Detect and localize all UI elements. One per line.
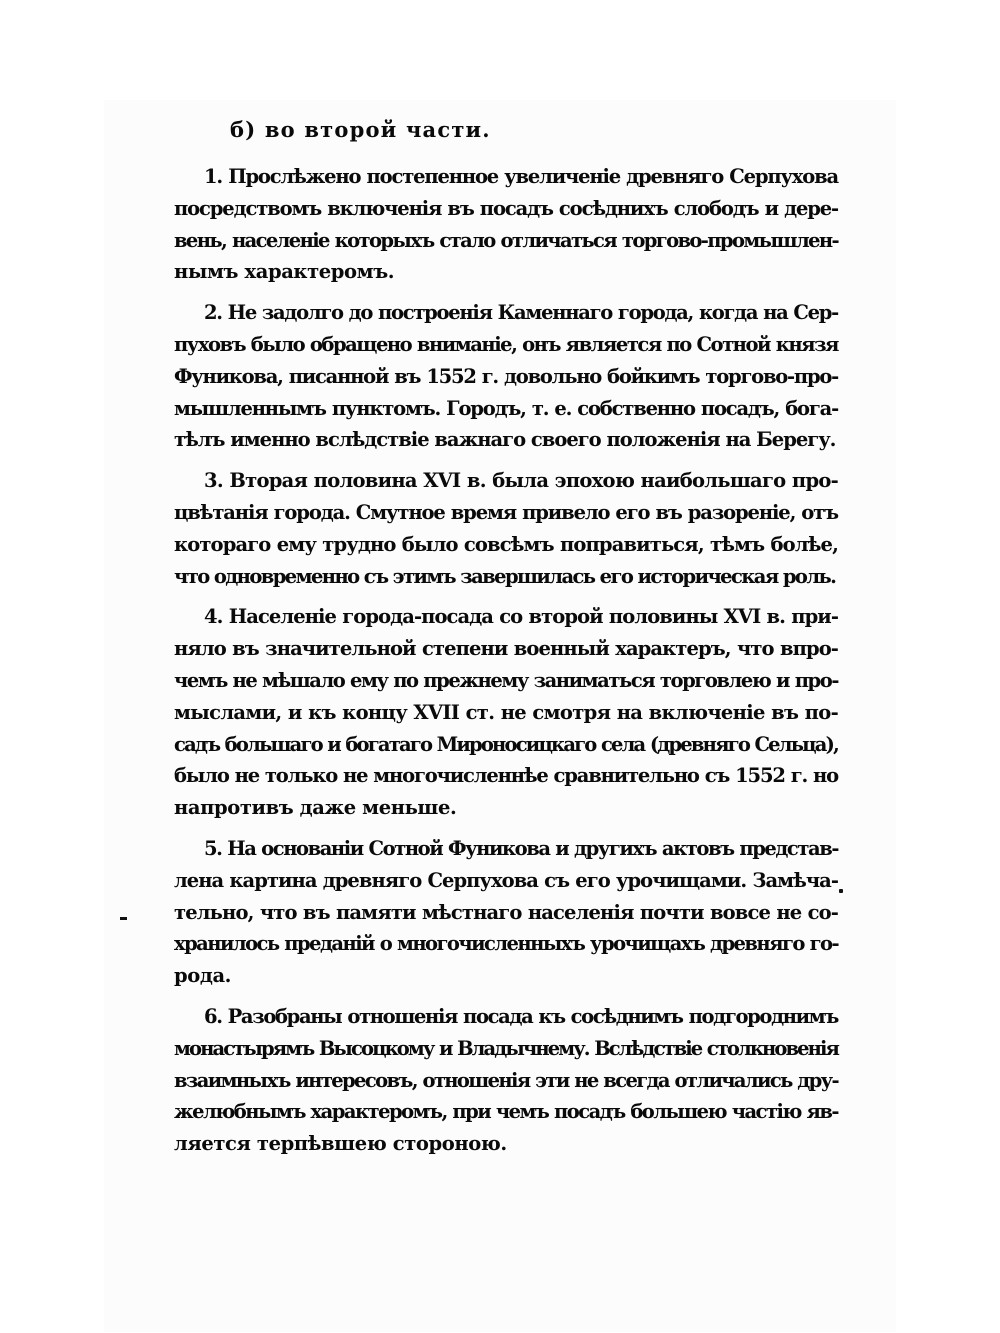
paragraph-line: 1. Прослѣжено постепенное увеличеніе древняго Серпухова <box>204 165 838 188</box>
paragraph-line: няло въ значительной степени военный характеръ, что впро- <box>174 637 838 661</box>
paragraph-line: ляется терпѣвшею стороною. <box>174 1132 507 1156</box>
paragraph-line: пуховъ было обращено вниманіе, онъ является по Сотной князя <box>174 332 838 356</box>
paragraph-line: взаимныхъ интересовъ, отношенія эти не всегда отличались дру- <box>174 1068 838 1092</box>
paragraph-line: желюбнымъ характеромъ, при чемъ посадъ большею частію яв- <box>174 1100 838 1124</box>
margin-mark <box>120 917 127 920</box>
paragraph-line: садъ большаго и богатаго Мироносицкаго села (древняго Сельца), <box>174 732 838 756</box>
document-text <box>174 112 838 1169</box>
paragraph-line: чемъ не мѣшало ему по прежнему заниматься торговлею и про- <box>174 668 838 692</box>
paragraph-line: 6. Разобраны отношенія посада къ сосѣднимъ подгороднимъ <box>204 1004 838 1028</box>
paragraph-line: тельно, что въ памяти мѣстнаго населенія почти вовсе не со- <box>174 900 838 924</box>
paragraph-line: цвѣтанія города. Смутное время привело его въ разореніе, отъ <box>174 500 838 524</box>
paragraph-1 <box>174 161 838 288</box>
paragraph-line: лена картина древняго Серпухова съ его урочищами. Замѣча- <box>174 868 838 892</box>
paragraph-line: рода. <box>174 964 232 988</box>
paragraph-3 <box>174 465 838 592</box>
paragraph-line: котораго ему трудно было совсѣмъ поправиться, тѣмъ болѣе, <box>174 532 838 556</box>
paragraph-line: посредствомъ включенія въ посадъ сосѣднихъ слободъ и дере- <box>174 196 838 220</box>
paragraph-6 <box>174 1001 838 1160</box>
paragraph-line: 4. Населеніе города-посада со второй половины XVI в. при- <box>204 605 838 629</box>
paragraph-line: вень, населеніе которыхъ стало отличаться торгово-промышлен- <box>174 228 838 252</box>
paragraph-line: что одновременно съ этимъ завершилась его историческая роль. <box>174 564 836 588</box>
paragraph-line: 3. Вторая половина XVI в. была эпохою наибольшаго про- <box>204 469 838 493</box>
paragraph-5 <box>174 833 838 992</box>
paragraph-line: напротивъ даже меньше. <box>174 796 457 820</box>
paragraph-line: было не только не многочисленнѣе сравнительно съ 1552 г. но <box>174 764 838 788</box>
margin-dot <box>839 889 843 893</box>
paragraph-line: 5. На основаніи Сотной Фуникова и другихъ актовъ представ- <box>204 836 838 860</box>
paragraph-line: тѣлъ именно вслѣдствіе важнаго своего положенія на Берегу. <box>174 428 836 452</box>
paragraph-2 <box>174 297 838 456</box>
section-heading: б) во второй части. <box>230 117 491 142</box>
paragraph-4 <box>174 601 838 824</box>
paragraph-line: 2. Не задолго до построенія Каменнаго города, когда на Сер- <box>204 301 838 325</box>
paragraph-line: мыслами, и къ концу XVII ст. не смотря на включеніе въ по- <box>174 700 838 724</box>
paragraph-line: хранилось преданій о многочисленныхъ урочищахъ древняго го- <box>174 932 838 956</box>
paragraph-line: мышленнымъ пунктомъ. Городъ, т. е. собственно посадъ, бога- <box>174 396 838 420</box>
paragraph-line: нымъ характеромъ. <box>174 260 395 284</box>
paragraph-line: Фуникова, писанной въ 1552 г. довольно бойкимъ торгово-про- <box>174 364 838 388</box>
paragraph-line: монастырямъ Высоцкому и Владычнему. Вслѣдствіе столкновенія <box>174 1036 838 1060</box>
